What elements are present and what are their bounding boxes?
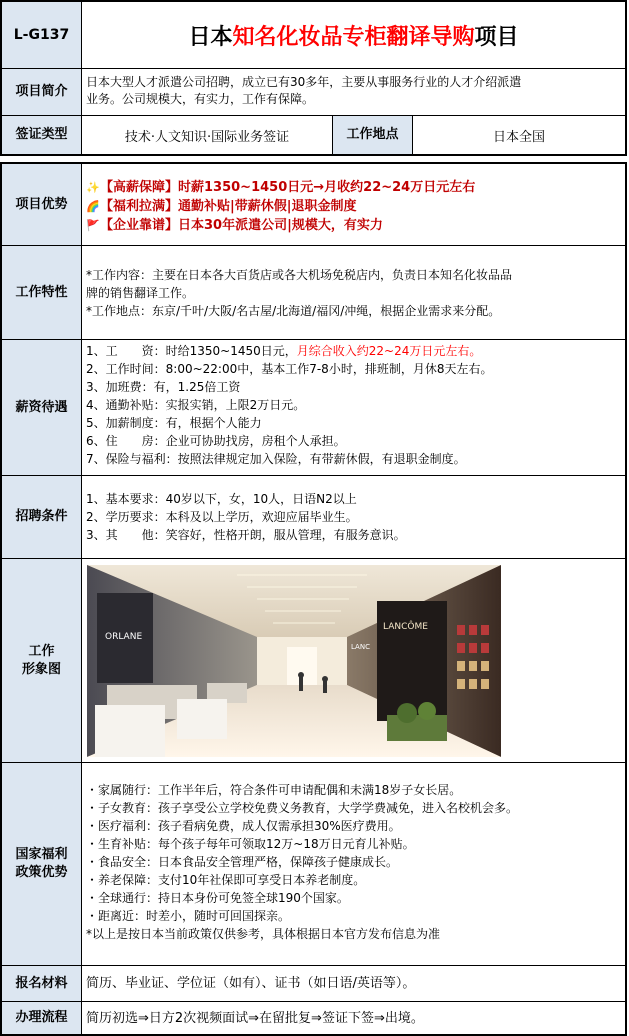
welfare-row <box>2 763 625 966</box>
page-title <box>82 2 625 68</box>
welfare-line: ・养老保障：支付10年社保即可享受日本养老制度。 <box>86 873 366 887</box>
salary-text <box>82 340 625 475</box>
intro-text <box>82 69 625 115</box>
photo-label-line: 工作 <box>28 643 55 659</box>
welfare-line: ・全球通行：持日本身份可免签全球190个国家。 <box>86 891 349 905</box>
features-line: 牌的销售翻译工作。 <box>86 286 195 300</box>
photo-row <box>2 559 625 763</box>
salary-line: 6、住 房：企业可协助找房，房租个人承担。 <box>86 434 346 448</box>
salary-label: 薪资待遇 <box>2 340 82 475</box>
title-prefix: 日本 <box>188 23 233 50</box>
location-value: 日本全国 <box>492 129 545 145</box>
features-label: 工作特性 <box>2 246 82 339</box>
title-highlight: 知名化妆品专柜翻译导购 <box>232 23 475 50</box>
salary-line-1a: 1、工 资：时给1350~1450日元， <box>86 344 297 358</box>
store-sign: LANC <box>351 642 370 651</box>
salary-line: 3、加班费：有，1.25倍工资 <box>86 380 241 394</box>
features-row <box>2 246 625 340</box>
advantage-text: 【福利拉满】通勤补贴|带薪休假|退职金制度 <box>100 199 357 214</box>
requirements-row <box>2 476 625 559</box>
sparkles-icon: ✨ <box>86 181 100 194</box>
welfare-line: ・医疗福利：孩子看病免费，成人仅需承担30%医疗费用。 <box>86 819 401 833</box>
advantage-item <box>86 178 621 197</box>
store-sign: LANCÔME <box>383 621 428 632</box>
intro-line-2: 业务。公司规模大，有实力，工作有保障。 <box>86 92 315 106</box>
materials-row <box>2 966 625 1002</box>
visa-label: 签证类型 <box>2 116 82 154</box>
welfare-label-line: 政策优势 <box>15 865 68 880</box>
top-table <box>0 0 627 156</box>
intro-label: 项目简介 <box>2 69 82 115</box>
advantages-row <box>2 164 625 246</box>
advantage-item <box>86 197 621 216</box>
salary-line: 2、工作时间：8:00~22:00中，基本工作7-8小时，排班制，月休8天左右。 <box>86 362 493 376</box>
process-text: 简历初选⇒日方2次视频面试⇒在留批复⇒签证下签⇒出境。 <box>86 1010 424 1026</box>
intro-row <box>2 69 625 116</box>
intro-line-1: 日本大型人才派遣公司招聘，成立已有30多年，主要从事服务行业的人才介绍派遣 <box>86 75 522 89</box>
salary-line <box>86 342 621 360</box>
title-suffix: 项目 <box>474 23 519 50</box>
salary-row <box>2 340 625 476</box>
welfare-line: ・食品安全：日本食品安全管理严格，保障孩子健康成长。 <box>86 855 399 869</box>
requirement-line: 3、其 他：笑容好，性格开朗，服从管理，有服务意识。 <box>86 528 406 542</box>
requirements-label: 招聘条件 <box>2 476 82 558</box>
advantages-list <box>82 164 625 245</box>
salary-line: 7、保险与福利：按照法律规定加入保险，有带薪休假，有退职金制度。 <box>86 452 466 466</box>
flag-icon: 🚩 <box>86 219 100 232</box>
visa-value: 技术·人文知识·国际业务签证 <box>82 116 333 154</box>
requirement-line: 2、学历要求：本科及以上学历，欢迎应届毕业生。 <box>86 510 358 524</box>
materials-text: 简历、毕业证、学位证（如有）、证书（如日语/英语等）。 <box>86 976 416 991</box>
advantages-label: 项目优势 <box>2 164 82 245</box>
store-photo <box>87 565 501 757</box>
advantage-item <box>86 216 621 235</box>
welfare-text <box>82 763 625 965</box>
salary-line: 4、通勤补贴：实报实销，上限2万日元。 <box>86 398 306 412</box>
salary-line: 5、加薪制度：有，根据个人能力 <box>86 416 262 430</box>
features-line: *工作地点：东京/千叶/大阪/名古屋/北海道/福冈/冲绳，根据企业需求来分配。 <box>86 304 501 318</box>
advantage-text: 【高薪保障】时薪1350~1450日元→月收约22~24万日元左右 <box>100 180 476 195</box>
photo-label <box>2 559 82 762</box>
store-sign: ORLANE <box>105 631 143 642</box>
rainbow-icon: 🌈 <box>86 200 100 213</box>
advantage-text: 【企业靠谱】日本30年派遣公司|规模大，有实力 <box>100 218 383 233</box>
visa-row <box>2 116 625 154</box>
features-text <box>82 246 625 339</box>
requirement-line: 1、基本要求：40岁以下，女，10人，日语N2以上 <box>86 492 357 506</box>
process-row <box>2 1002 625 1034</box>
location-label: 工作地点 <box>333 116 413 154</box>
materials-label: 报名材料 <box>2 966 82 1001</box>
header-row <box>2 2 625 69</box>
photo-label-line: 形象图 <box>21 661 61 677</box>
welfare-label <box>2 763 82 965</box>
process-label: 办理流程 <box>2 1002 82 1034</box>
main-table <box>0 162 627 1036</box>
welfare-line: ・子女教育：孩子享受公立学校免费义务教育，大学学费减免，进入名校机会多。 <box>86 801 519 815</box>
photo-cell <box>82 559 625 762</box>
features-line: *工作内容：主要在日本各大百货店或各大机场免税店内，负责日本知名化妆品品 <box>86 268 513 282</box>
project-code: L-G137 <box>2 2 82 68</box>
welfare-line: ・家属随行：工作半年后，符合条件可申请配偶和未满18岁子女长居。 <box>86 783 462 797</box>
welfare-line: ・生育补贴：每个孩子每年可领取12万~18万日元育儿补贴。 <box>86 837 415 851</box>
welfare-line: ・距离近：时差小，随时可回国探亲。 <box>86 909 291 923</box>
requirements-text <box>82 476 625 558</box>
welfare-label-line: 国家福利 <box>15 847 68 862</box>
salary-line-1b: 月综合收入约22~24万日元左右。 <box>296 344 482 358</box>
welfare-line: *以上是按日本当前政策仅供参考，具体根据日本官方发布信息为准 <box>86 927 441 941</box>
